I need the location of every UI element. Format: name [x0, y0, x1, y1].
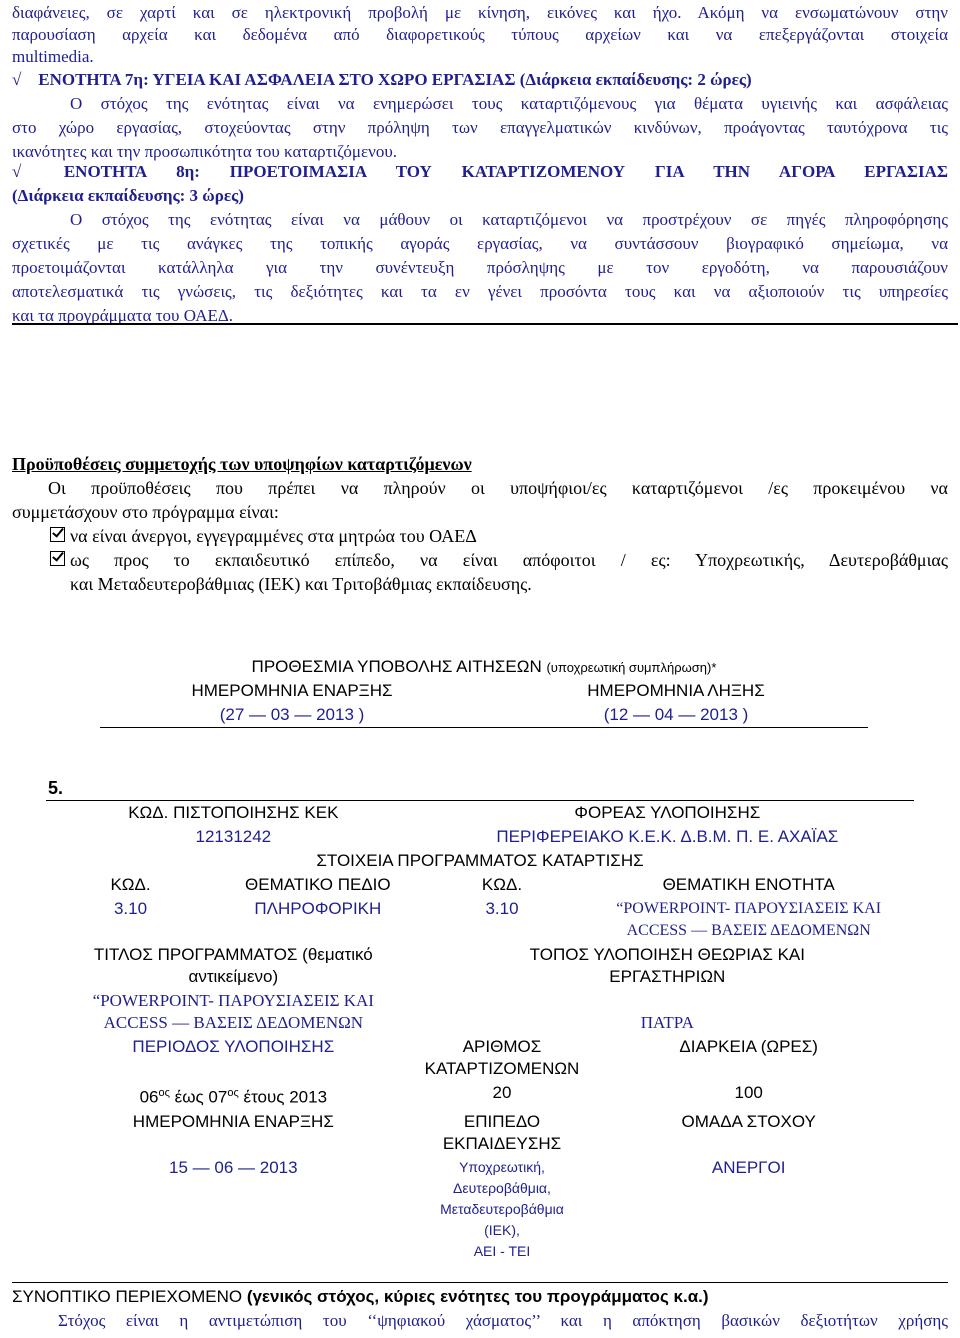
table-row: [46, 873, 914, 897]
prerequisites: [12, 452, 948, 596]
section-8-body: προετοιμάζονται κατάλληλα για την συνέντευξη πρόσληψης με τον εργοδότη, να παρουσιάζουν: [12, 258, 948, 277]
education-level: Υποχρεωτική,: [459, 1158, 545, 1175]
section-8-heading: [12, 160, 948, 184]
section-8-body: σχετικές με τις ανάγκες της τοπικής αγοράς εργασίας, να συντάσσουν βιογραφικό σημείωμα, να: [12, 234, 948, 253]
program-title: ACCESS — ΒΑΣΕΙΣ ΔΕΔΟΜΕΝΩΝ: [103, 1013, 364, 1032]
section-7-body: ικανότητες και την προσωπικότητα του καταρτιζόμενου.: [12, 142, 398, 161]
section-8-body: και τα προγράμματα του ΟΑΕΔ.: [12, 306, 234, 325]
title-label: αντικείμενο): [188, 967, 279, 986]
provider-label: ΦΟΡΕΑΣ ΥΛΟΠΟΙΗΣΗΣ: [421, 801, 914, 826]
field-code: 3.10: [113, 899, 148, 918]
education-level: Δευτεροβάθμια,: [453, 1179, 551, 1196]
table-row: [46, 1035, 914, 1081]
trainees: 20: [492, 1083, 512, 1102]
unit-label: ΘΕΜΑΤΙΚΗ ΕΝΟΤΗΤΑ: [662, 875, 835, 894]
checked-box-icon: [50, 527, 65, 542]
provider: ΠΕΡΙΦΕΡΕΙΑΚΟ Κ.Ε.Κ. Δ.Β.Μ. Π. Ε. ΑΧΑΪΑΣ: [496, 827, 839, 846]
table-row: [46, 1156, 914, 1263]
synopsis-heading: ΣΥΝΟΠΤΙΚΟ ΠΕΡΙΕΧΟΜΕΝΟ: [12, 1287, 243, 1306]
table-row: [46, 1110, 914, 1156]
intro-paragraph: [12, 2, 948, 68]
unit-code: 3.10: [485, 899, 519, 918]
table-row: [46, 849, 914, 873]
section-8-duration: (Διάρκεια εκπαίδευσης: 3 ώρες): [12, 186, 244, 205]
location-label: ΕΡΓΑΣΤΗΡΙΩΝ: [609, 967, 726, 986]
application-deadline: [100, 655, 868, 728]
level-label: ΕΠΙΠΕΔΟ: [463, 1111, 541, 1131]
unit-name: ACCESS — ΒΑΣΕΙΣ ΔΕΔΟΜΕΝΩΝ: [626, 922, 871, 939]
start-date: 15 — 06 — 2013: [169, 1157, 298, 1177]
section-7-heading: [12, 68, 948, 92]
section-8-body: αποτελεσματικά τις γνώσεις, τις δεξιότητες και τα εν γένει προσόντα τους και να αξιοποιούν τις υπηρεσίες: [12, 282, 948, 301]
table-row: [46, 989, 914, 1035]
title-label: ΤΙΤΛΟΣ ΠΡΟΓΡΑΜΜΑΤΟΣ (θεματικό: [93, 945, 373, 964]
table-row: [46, 897, 914, 943]
synopsis: [12, 1282, 948, 1333]
deadline-start-value: (27 — 03 — 2013 ): [219, 705, 365, 724]
location: ΠΑΤΡΑ: [640, 1013, 694, 1032]
program-title: “POWERPOINT- ΠΑΡΟΥΣΙΑΣΕΙΣ ΚΑΙ: [92, 991, 374, 1010]
trainees-label: ΚΑΤΑΡΤΙΖΟΜΕΝΩΝ: [424, 1059, 580, 1078]
prerequisites-intro: Οι προϋποθέσεις που πρέπει να πληρούν οι υποψήφιοι/ες καταρτιζόμενοι /ες προκειμένου να: [48, 478, 948, 498]
prerequisite-text: να είναι άνεργοι, εγγεγραμμένες στα μητρώα του ΟΑΕΔ: [70, 526, 477, 546]
section-7: [12, 68, 948, 164]
table-row: [46, 943, 914, 989]
table-row: [46, 1081, 914, 1110]
intro-line: multimedia.: [12, 47, 94, 66]
program-table: [46, 800, 914, 1263]
level-label: ΕΚΠΑΙΔΕΥΣΗΣ: [442, 1133, 562, 1153]
code-label: ΚΩΔ.: [481, 875, 523, 894]
trainees-label: ΑΡΙΘΜΟΣ: [462, 1037, 542, 1056]
period-label: ΠΕΡΙΟΔΟΣ ΥΛΟΠΟΙΗΣΗΣ: [132, 1037, 335, 1056]
deadline-end-value: (12 — 04 — 2013 ): [603, 705, 749, 724]
period: $06^{o\varsigma}$ έως $07^{o\varsigma}$ έτους 2013: [139, 1087, 328, 1107]
education-level: ΑΕΙ - ΤΕΙ: [473, 1242, 531, 1259]
table-row: [46, 825, 914, 849]
program-number: 5.: [48, 778, 64, 798]
field: ΠΛΗΡΟΦΟΡΙΚΗ: [254, 899, 382, 918]
prerequisites-title: Προϋποθέσεις συμμετοχής των υποψηφίων καταρτιζόμενων: [12, 454, 472, 474]
kek-code: 12131242: [195, 827, 272, 846]
section-8-title: ΕΝΟΤΗΤΑ 8η: ΠΡΟΕΤΟΙΜΑΣΙΑ ΤΟΥ ΚΑΤΑΡΤΙΖΟΜΕΝΟΥ ΓΙΑ ΤΗΝ ΑΓΟΡΑ ΕΡΓΑΣΙΑΣ: [63, 162, 949, 181]
kek-code-label: ΚΩΔ. ΠΙΣΤΟΠΟΙΗΣΗΣ ΚΕΚ: [46, 801, 421, 826]
intro-line: παρουσίαση αρχεία και δεδομένα από διαφορετικούς τύπους αρχείων και να επεξεργάζονται στοιχεία: [12, 25, 948, 44]
deadline-start-label: ΗΜΕΡΟΜΗΝΙΑ ΕΝΑΡΞΗΣ: [191, 681, 393, 700]
hours: 100: [734, 1083, 763, 1102]
prerequisites-intro: συμμετάσχουν στο πρόγραμμα είναι:: [12, 502, 279, 522]
prerequisite-text: ως προς το εκπαιδευτικό επίπεδο, να είναι απόφοιτοι / ες: Υποχρεωτικής, Δευτεροβάθμιας: [70, 550, 948, 570]
section-8: [12, 160, 948, 328]
unit-name: “POWERPOINT- ΠΑΡΟΥΣΙΑΣΕΙΣ ΚΑΙ: [616, 900, 882, 917]
section-7-duration: (Διάρκεια εκπαίδευσης: 2 ώρες): [519, 70, 752, 89]
check-mark-icon: √: [12, 70, 22, 89]
start-label: ΗΜΕΡΟΜΗΝΙΑ ΕΝΑΡΞΗΣ: [132, 1111, 334, 1131]
section-8-body: Ο στόχος της ενότητας είναι να μάθουν οι καταρτιζόμενοι να προστρέχουν σε πηγές πληροφόρησης: [70, 210, 948, 229]
checked-box-icon: [50, 551, 65, 566]
check-mark-icon: √: [12, 162, 22, 181]
deadline-title: ΠΡΟΘΕΣΜΙΑ ΥΠΟΒΟΛΗΣ ΑΙΤΗΣΕΩΝ: [251, 657, 542, 676]
location-label: ΤΟΠΟΣ ΥΛΟΠΟΙΗΣΗ ΘΕΩΡΙΑΣ ΚΑΙ: [529, 945, 805, 964]
intro-line: διαφάνειες, σε χαρτί και σε ηλεκτρονική προβολή με κίνηση, εικόνες και ήχο. Ακόμη να ενσωματώνουν στην: [12, 3, 948, 22]
synopsis-body: Στόχος είναι η αντιμετώπιση του ‘‘ψηφιακού χάσματος’’ και η απόκτηση βασικών δεξιοτήτων χρήσης: [58, 1311, 948, 1330]
program-section-title: ΣΤΟΙΧΕΙΑ ΠΡΟΓΡΑΜΜΑΤΟΣ ΚΑΤΑΡΤΙΣΗΣ: [316, 851, 644, 870]
target-label: ΟΜΑΔΑ ΣΤΟΧΟΥ: [681, 1111, 816, 1131]
deadline-end-label: ΗΜΕΡΟΜΗΝΙΑ ΛΗΞΗΣ: [587, 681, 765, 700]
field-label: ΘΕΜΑΤΙΚΟ ΠΕΔΙΟ: [245, 875, 391, 894]
section-7-body: Ο στόχος της ενότητας είναι να ενημερώσει τους καταρτιζόμενους για θέματα υγιεινής και ασφάλειας: [70, 94, 948, 113]
prerequisite-text: και Μεταδευτεροβάθμιας (ΙΕΚ) και Τριτοβάθμιας εκπαίδευσης.: [70, 574, 532, 594]
education-level: Μεταδευτεροβάθμια (ΙΕΚ),: [440, 1200, 564, 1238]
section-7-body: στο χώρο εργασίας, στοχεύοντας στην πρόληψη των επαγγελματικών κινδύνων, προάγοντας ταυτόχρονα τις: [12, 118, 948, 137]
synopsis-heading-bold: (γενικός στόχος, κύριες ενότητες του προγράμματος κ.α.): [246, 1287, 709, 1306]
table-row: [46, 801, 914, 826]
horizontal-divider: [12, 323, 958, 325]
target-group: ΑΝΕΡΓΟΙ: [711, 1157, 786, 1177]
code-label: ΚΩΔ.: [110, 875, 151, 894]
section-7-title: ΕΝΟΤΗΤΑ 7η: ΥΓΕΙΑ ΚΑΙ ΑΣΦΑΛΕΙΑ ΣΤΟ ΧΩΡΟ ΕΡΓΑΣΙΑΣ: [38, 70, 516, 89]
prerequisite-item: [12, 524, 948, 548]
deadline-note: (υποχρεωτική συμπλήρωση)*: [546, 659, 717, 675]
prerequisite-item: [12, 548, 948, 572]
duration-label: ΔΙΑΡΚΕΙΑ (ΩΡΕΣ): [679, 1037, 818, 1056]
